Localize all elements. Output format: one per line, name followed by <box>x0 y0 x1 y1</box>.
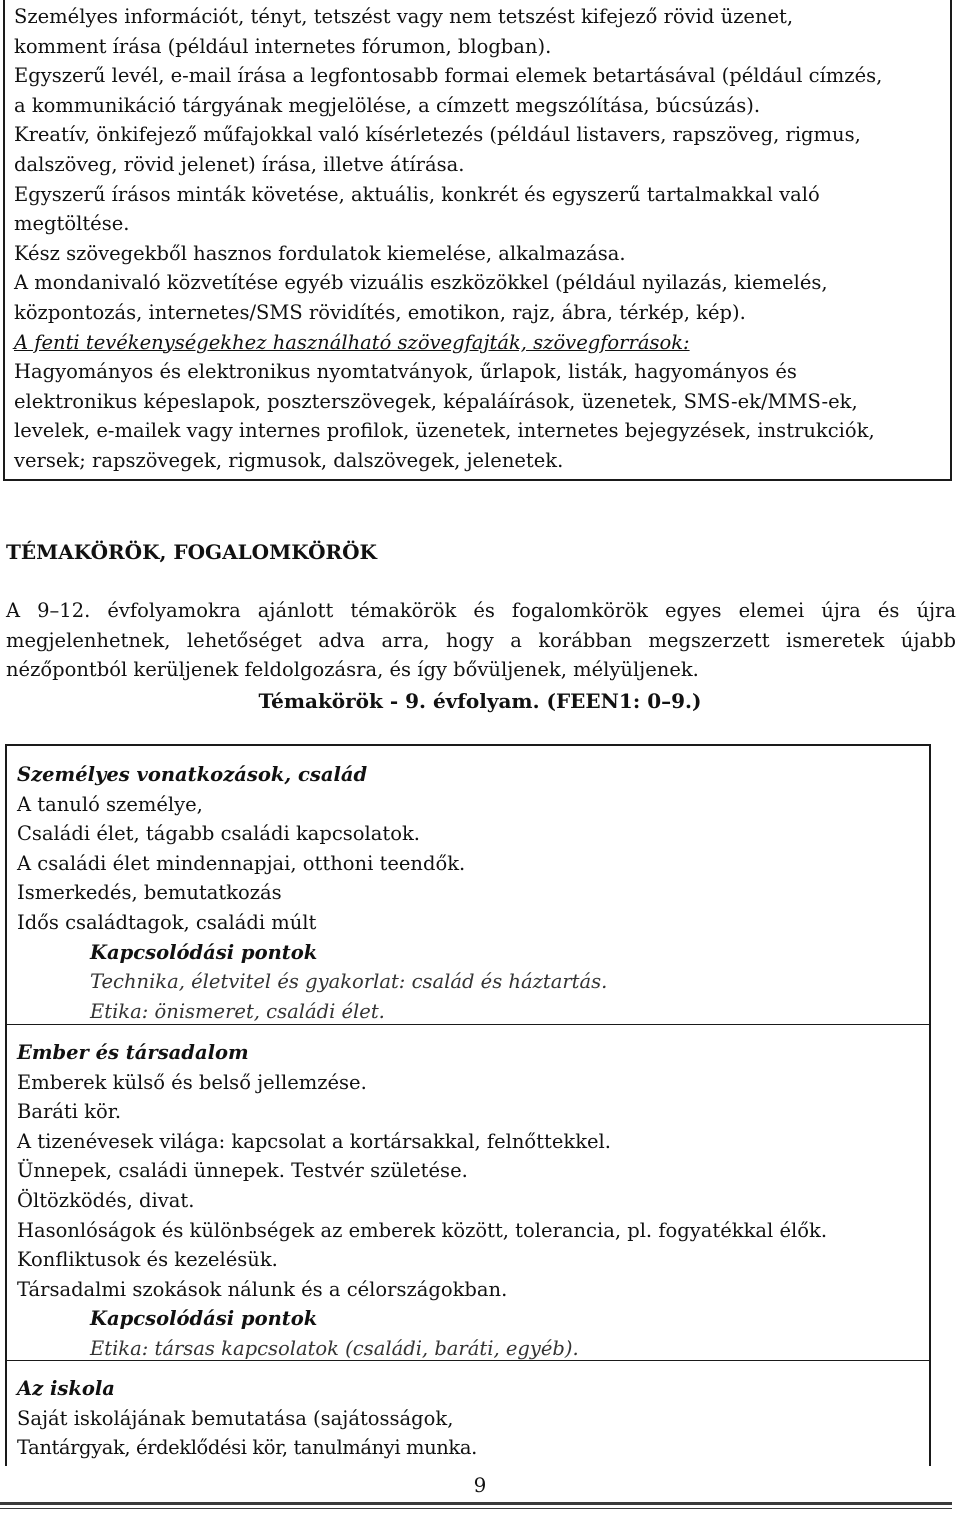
topic-cell-personal <box>7 760 929 1026</box>
topic-item: A tizenévesek világa: kapcsolat a kortársakkal, felnőttekkel. <box>17 1129 611 1153</box>
topic-title: Ember és társadalom <box>17 1041 249 1064</box>
topics-table <box>5 744 931 1466</box>
topic-title: Személyes vonatkozások, család <box>17 763 368 786</box>
topic-item: Társadalmi szokások nálunk és a célországokban. <box>17 1277 508 1301</box>
text-types-line: Hagyományos és elektronikus nyomtatványok, űrlapok, listák, hagyományos és <box>14 360 797 384</box>
connections-title: Kapcsolódási pontok <box>90 1307 318 1331</box>
activity-line: komment írása (például internetes fórumon, blogban). <box>14 34 552 58</box>
topic-item: Baráti kör. <box>17 1100 122 1124</box>
topic-title: Az iskola <box>17 1377 115 1400</box>
topic-item: A tanuló személye, <box>17 792 203 816</box>
topic-cell-society <box>7 1038 929 1364</box>
section-title: TÉMAKÖRÖK, FOGALOMKÖRÖK <box>6 540 377 564</box>
activity-line: Kreatív, önkifejező műfajokkal való kísérletezés (például listavers, rapszöveg, rigmus, <box>14 123 861 147</box>
table-row-divider <box>7 1360 929 1361</box>
text-types-line: elektronikus képeslapok, poszterszövegek, képaláírások, üzenetek, SMS-ek/MMS-ek, <box>14 389 858 413</box>
connection-item: Technika, életvitel és gyakorlat: család és háztartás. <box>90 970 608 994</box>
topic-item: Hasonlóságok és különbségek az emberek között, tolerancia, pl. fogyatékkal élők. <box>17 1218 828 1242</box>
topic-heading: Témakörök - 9. évfolyam. (FEEN1: 0–9.) <box>258 689 702 713</box>
activity-line: Személyes információt, tényt, tetszést vagy nem tetszést kifejező rövid üzenet, <box>14 5 794 28</box>
activity-line: Kész szövegekből hasznos fordulatok kiemelése, alkalmazása. <box>14 241 626 265</box>
activities-box <box>3 0 952 481</box>
topic-item: A családi élet mindennapjai, otthoni teendők. <box>17 851 466 875</box>
topic-cell-school <box>7 1374 929 1463</box>
activity-line: megtöltése. <box>14 212 130 236</box>
table-row-divider <box>7 1024 929 1025</box>
activity-line: központozás, internetes/SMS rövidítés, emotikon, rajz, ábra, térkép, kép). <box>14 300 746 324</box>
activity-line: a kommunikáció tárgyának megjelölése, a címzett megszólítása, búcsúzás). <box>14 93 761 117</box>
text-types-line: versek; rapszövegek, rigmusok, dalszövegek, jelenetek. <box>14 448 564 472</box>
topic-item: Idős családtagok, családi múlt <box>17 910 317 934</box>
page-number: 9 <box>473 1473 487 1497</box>
topic-item: Öltözködés, divat. <box>17 1188 195 1212</box>
activity-line: A mondanivaló közvetítése egyéb vizuális eszközökkel (például nyilazás, kiemelés, <box>14 271 828 295</box>
connections-title: Kapcsolódási pontok <box>90 940 318 964</box>
intro-paragraph: A 9–12. évfolyamokra ajánlott témakörök és fogalomkörök egyes elemei újra és újra megjelenhetnek, lehetőséget adva arra, hogy a korábban megszerzett ismeretek újabb nézőpontból kerüljenek feldolgozásra, és így bővüljenek, mélyüljenek. <box>6 599 956 682</box>
activity-line: dalszöveg, rövid jelenet) írása, illetve átírása. <box>14 152 465 176</box>
activity-line: Egyszerű levél, e-mail írása a legfontosabb formai elemek betartásával (például címzés, <box>14 64 883 88</box>
connection-item: Etika: társas kapcsolatok (családi, baráti, egyéb). <box>90 1336 579 1360</box>
topic-item: Konfliktusok és kezelésük. <box>17 1248 278 1272</box>
footer-rule <box>0 1508 952 1509</box>
topic-item: Ismerkedés, bemutatkozás <box>17 881 282 905</box>
topic-item: Családi élet, tágabb családi kapcsolatok. <box>17 822 420 846</box>
connection-item: Etika: önismeret, családi élet. <box>90 999 385 1023</box>
topic-item: Emberek külső és belső jellemzése. <box>17 1070 367 1094</box>
topic-item: Tantárgyak, érdeklődési kör, tanulmányi munka. <box>17 1436 477 1460</box>
text-types-line: levelek, e-mailek vagy internes profilok, üzenetek, internetes bejegyzések, instrukciók, <box>14 419 875 443</box>
activity-line: Egyszerű írásos minták követése, aktuális, konkrét és egyszerű tartalmakkal való <box>14 182 820 206</box>
topic-item: Ünnepek, családi ünnepek. Testvér születése. <box>17 1159 468 1183</box>
text-types-heading: A fenti tevékenységekhez használható szövegfajták, szövegforrások: <box>14 330 690 354</box>
topic-item: Saját iskolájának bemutatása (sajátosságok, <box>17 1406 454 1430</box>
footer-rule <box>0 1502 952 1505</box>
